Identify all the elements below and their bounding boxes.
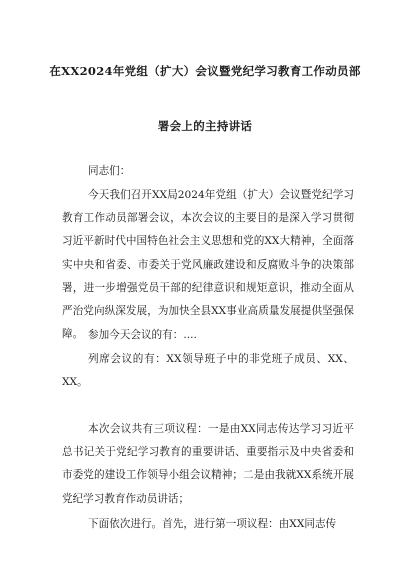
document-title-line-2: 署会上的主持讲话 <box>157 119 253 133</box>
paragraph-observers: 列席会议的有：XX领导班子中的非党班子成员、XX、XX。 <box>62 353 354 389</box>
paragraph-opening: 今天我们召开XX局2024年党组（扩大）会议暨党纪学习教育工作动员部署会议，本次会议的主要目的是深入学习贯彻习近平新时代中国特色社会主义思想和党的XX大精神，全面落实中央和省委、市委关于党风廉政建设和反腐败斗争的决策部署，进一步增强党员干部的纪律意识和规矩意识，推动全面从严治党向纵深发展，为加快全县XX事业高质量发展提供坚强保障。 <box>62 189 354 341</box>
paragraph-attendees: 参加今天会议的有：.... <box>88 329 197 341</box>
document-title-line-1: 在XX2024年党组（扩大）会议暨党纪学习教育工作动员部 <box>49 64 361 78</box>
greeting: 同志们： <box>88 165 131 177</box>
paragraph-proceed: 下面依次进行。首先，进行第一项议程：由XX同志传 <box>88 518 337 530</box>
paragraph-agenda: 本次会议共有三项议程：一是由XX同志传达学习习近平总书记关于党纪学习教育的重要讲话、重要指示及中央省委和市委党的建设工作领导小组会议精神；二是由我就XX系统开展党纪学习教育作动员讲话； <box>62 423 354 505</box>
